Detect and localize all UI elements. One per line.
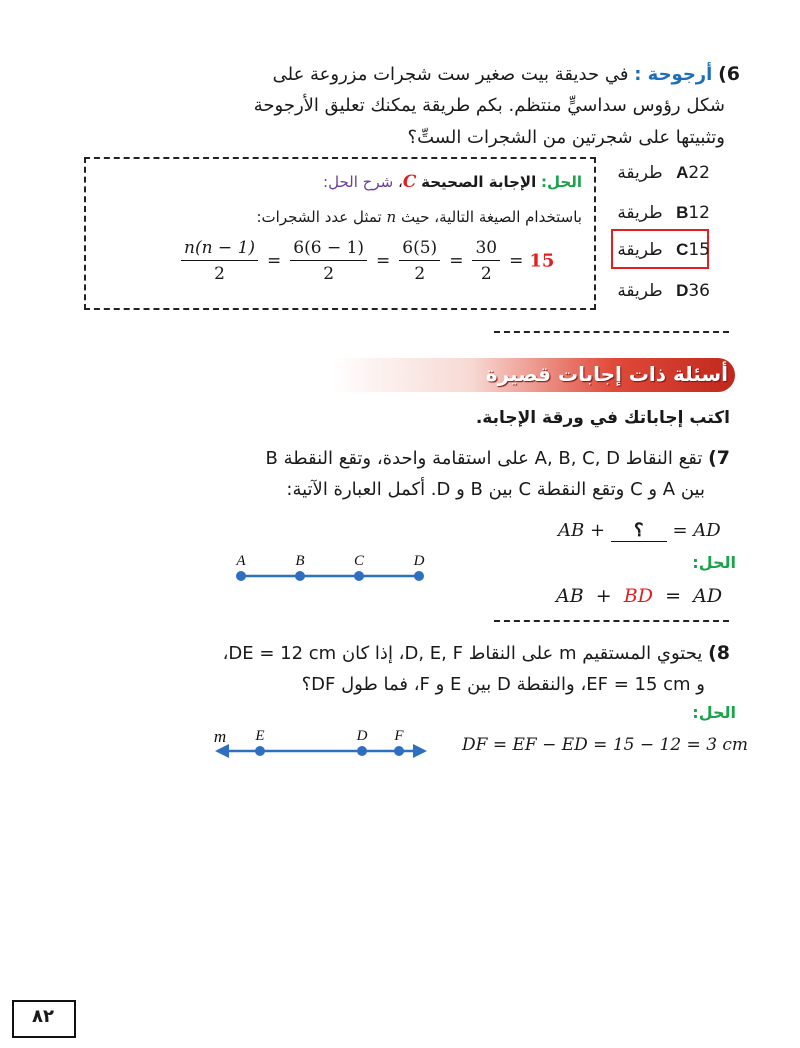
- label-d: D: [413, 553, 425, 569]
- q6-choice-d[interactable]: [617, 281, 710, 301]
- q8-line1-text: يحتوي المستقيم m على النقاط D, E, F، إذا كان DE = 12 cm،: [222, 643, 703, 664]
- label-c: C: [353, 553, 365, 569]
- q6-answer-letter: C: [402, 172, 417, 192]
- q8-solution-label: الحل:: [692, 703, 736, 722]
- q6-choice-b[interactable]: [617, 203, 710, 223]
- q7-answer: AB + BD = AD: [556, 585, 723, 607]
- q6-intro-a: باستخدام الصيغة التالية، حيث: [400, 208, 582, 226]
- q7-line1: [30, 442, 730, 475]
- choice-value: 36: [688, 281, 710, 301]
- point-d: [357, 746, 367, 756]
- q6-number: 6): [718, 63, 740, 85]
- q7-line1-text: تقع النقاط A, B, C, D على استقامة واحدة، وتقع النقطة B: [265, 448, 703, 469]
- q6-result: 15: [529, 250, 555, 272]
- q6-choice-a[interactable]: [617, 163, 710, 183]
- q6-line3: وتثبيتها على شجرتين من الشجرات الستِّ؟: [407, 127, 725, 148]
- arrow-right-icon: [413, 744, 427, 758]
- page-number: ٨٢: [32, 1006, 54, 1027]
- choice-unit: طريقة: [617, 240, 663, 260]
- label-b: B: [295, 553, 305, 569]
- fraction-2: $\frac{6(6 - 1)}{2}$: [290, 238, 367, 284]
- q6-intro-b: تمثل عدد الشجرات:: [256, 208, 382, 226]
- q6-solution-header: [102, 172, 582, 192]
- q6-choice-c[interactable]: [617, 240, 710, 260]
- choice-letter: B: [676, 203, 689, 222]
- point-e: [255, 746, 265, 756]
- q6-answer-text: الإجابة الصحيحة: [421, 173, 537, 191]
- q7-answer-red: BD: [623, 585, 653, 607]
- q6-explain-label: شرح الحل:: [323, 173, 394, 191]
- choice-letter: D: [676, 281, 689, 300]
- q6-line1-text: في حديقة بيت صغير ست شجرات مزروعة على: [272, 64, 629, 85]
- arrow-left-icon: [215, 744, 229, 758]
- point-d: [414, 571, 424, 581]
- divider: [494, 620, 729, 622]
- choice-value: 12: [688, 203, 710, 223]
- choice-unit: طريقة: [617, 163, 663, 183]
- q7-solution-label: الحل:: [692, 553, 736, 572]
- section-instruction: اكتب إجاباتك في ورقة الإجابة.: [475, 408, 730, 428]
- q7-line-diagram: [225, 550, 435, 590]
- q6-separator: ،: [397, 173, 403, 191]
- q8-number: 8): [708, 642, 730, 664]
- q7-expression: AB + ؟ = AD: [558, 520, 721, 541]
- label-f: F: [394, 728, 404, 744]
- fraction-3: $\frac{6(5)}{2}$: [399, 238, 440, 284]
- choice-letter: C: [676, 240, 689, 259]
- q6-formula-intro: [102, 208, 582, 226]
- q8-line-diagram: [205, 725, 435, 765]
- q7-line2: بين A و C وتقع النقطة C بين B و D. أكمل العبارة الآتية:: [286, 479, 705, 500]
- choice-unit: طريقة: [617, 281, 663, 301]
- q6-title: أرجوحة :: [634, 64, 713, 85]
- label-a: A: [236, 553, 246, 569]
- q7-blank: ؟: [611, 520, 667, 542]
- choice-value: 22: [688, 163, 710, 183]
- point-c: [354, 571, 364, 581]
- q7-number: 7): [708, 447, 730, 469]
- section-banner-title: أسئلة ذات إجابات قصيرة: [485, 362, 728, 386]
- choice-value: 15: [688, 240, 710, 260]
- point-f: [394, 746, 404, 756]
- point-a: [236, 571, 246, 581]
- label-m: m: [213, 727, 227, 746]
- label-e: E: [255, 728, 265, 744]
- label-d: D: [356, 728, 368, 744]
- q8-line1: [30, 637, 730, 670]
- choice-unit: طريقة: [617, 203, 663, 223]
- q6-intro-var: n: [386, 208, 397, 226]
- q6-line1: [40, 58, 740, 91]
- fraction-1: $\frac{n(n - 1)}{2}$: [181, 238, 258, 284]
- q6-solution-label: الحل:: [541, 173, 582, 191]
- q8-line2: و EF = 15 cm، والنقطة D بين E و F، فما طول DF؟: [301, 674, 705, 695]
- q8-answer: DF = EF − ED = 15 − 12 = 3 cm: [462, 735, 749, 755]
- point-b: [295, 571, 305, 581]
- fraction-4: $\frac{30}{2}$: [472, 238, 500, 284]
- q6-line2: شكل رؤوس سداسيٍّ منتظم. بكم طريقة يمكنك تعليق الأرجوحة: [253, 95, 725, 116]
- choice-letter: A: [676, 163, 689, 182]
- divider: [494, 331, 729, 333]
- q6-formula: $\frac{n(n - 1)}{2}$ = $\frac{6(6 - 1)}{2}$ = $\frac{6(5)}{2}$ = $\frac{30}{2}$ = 15: [178, 238, 578, 284]
